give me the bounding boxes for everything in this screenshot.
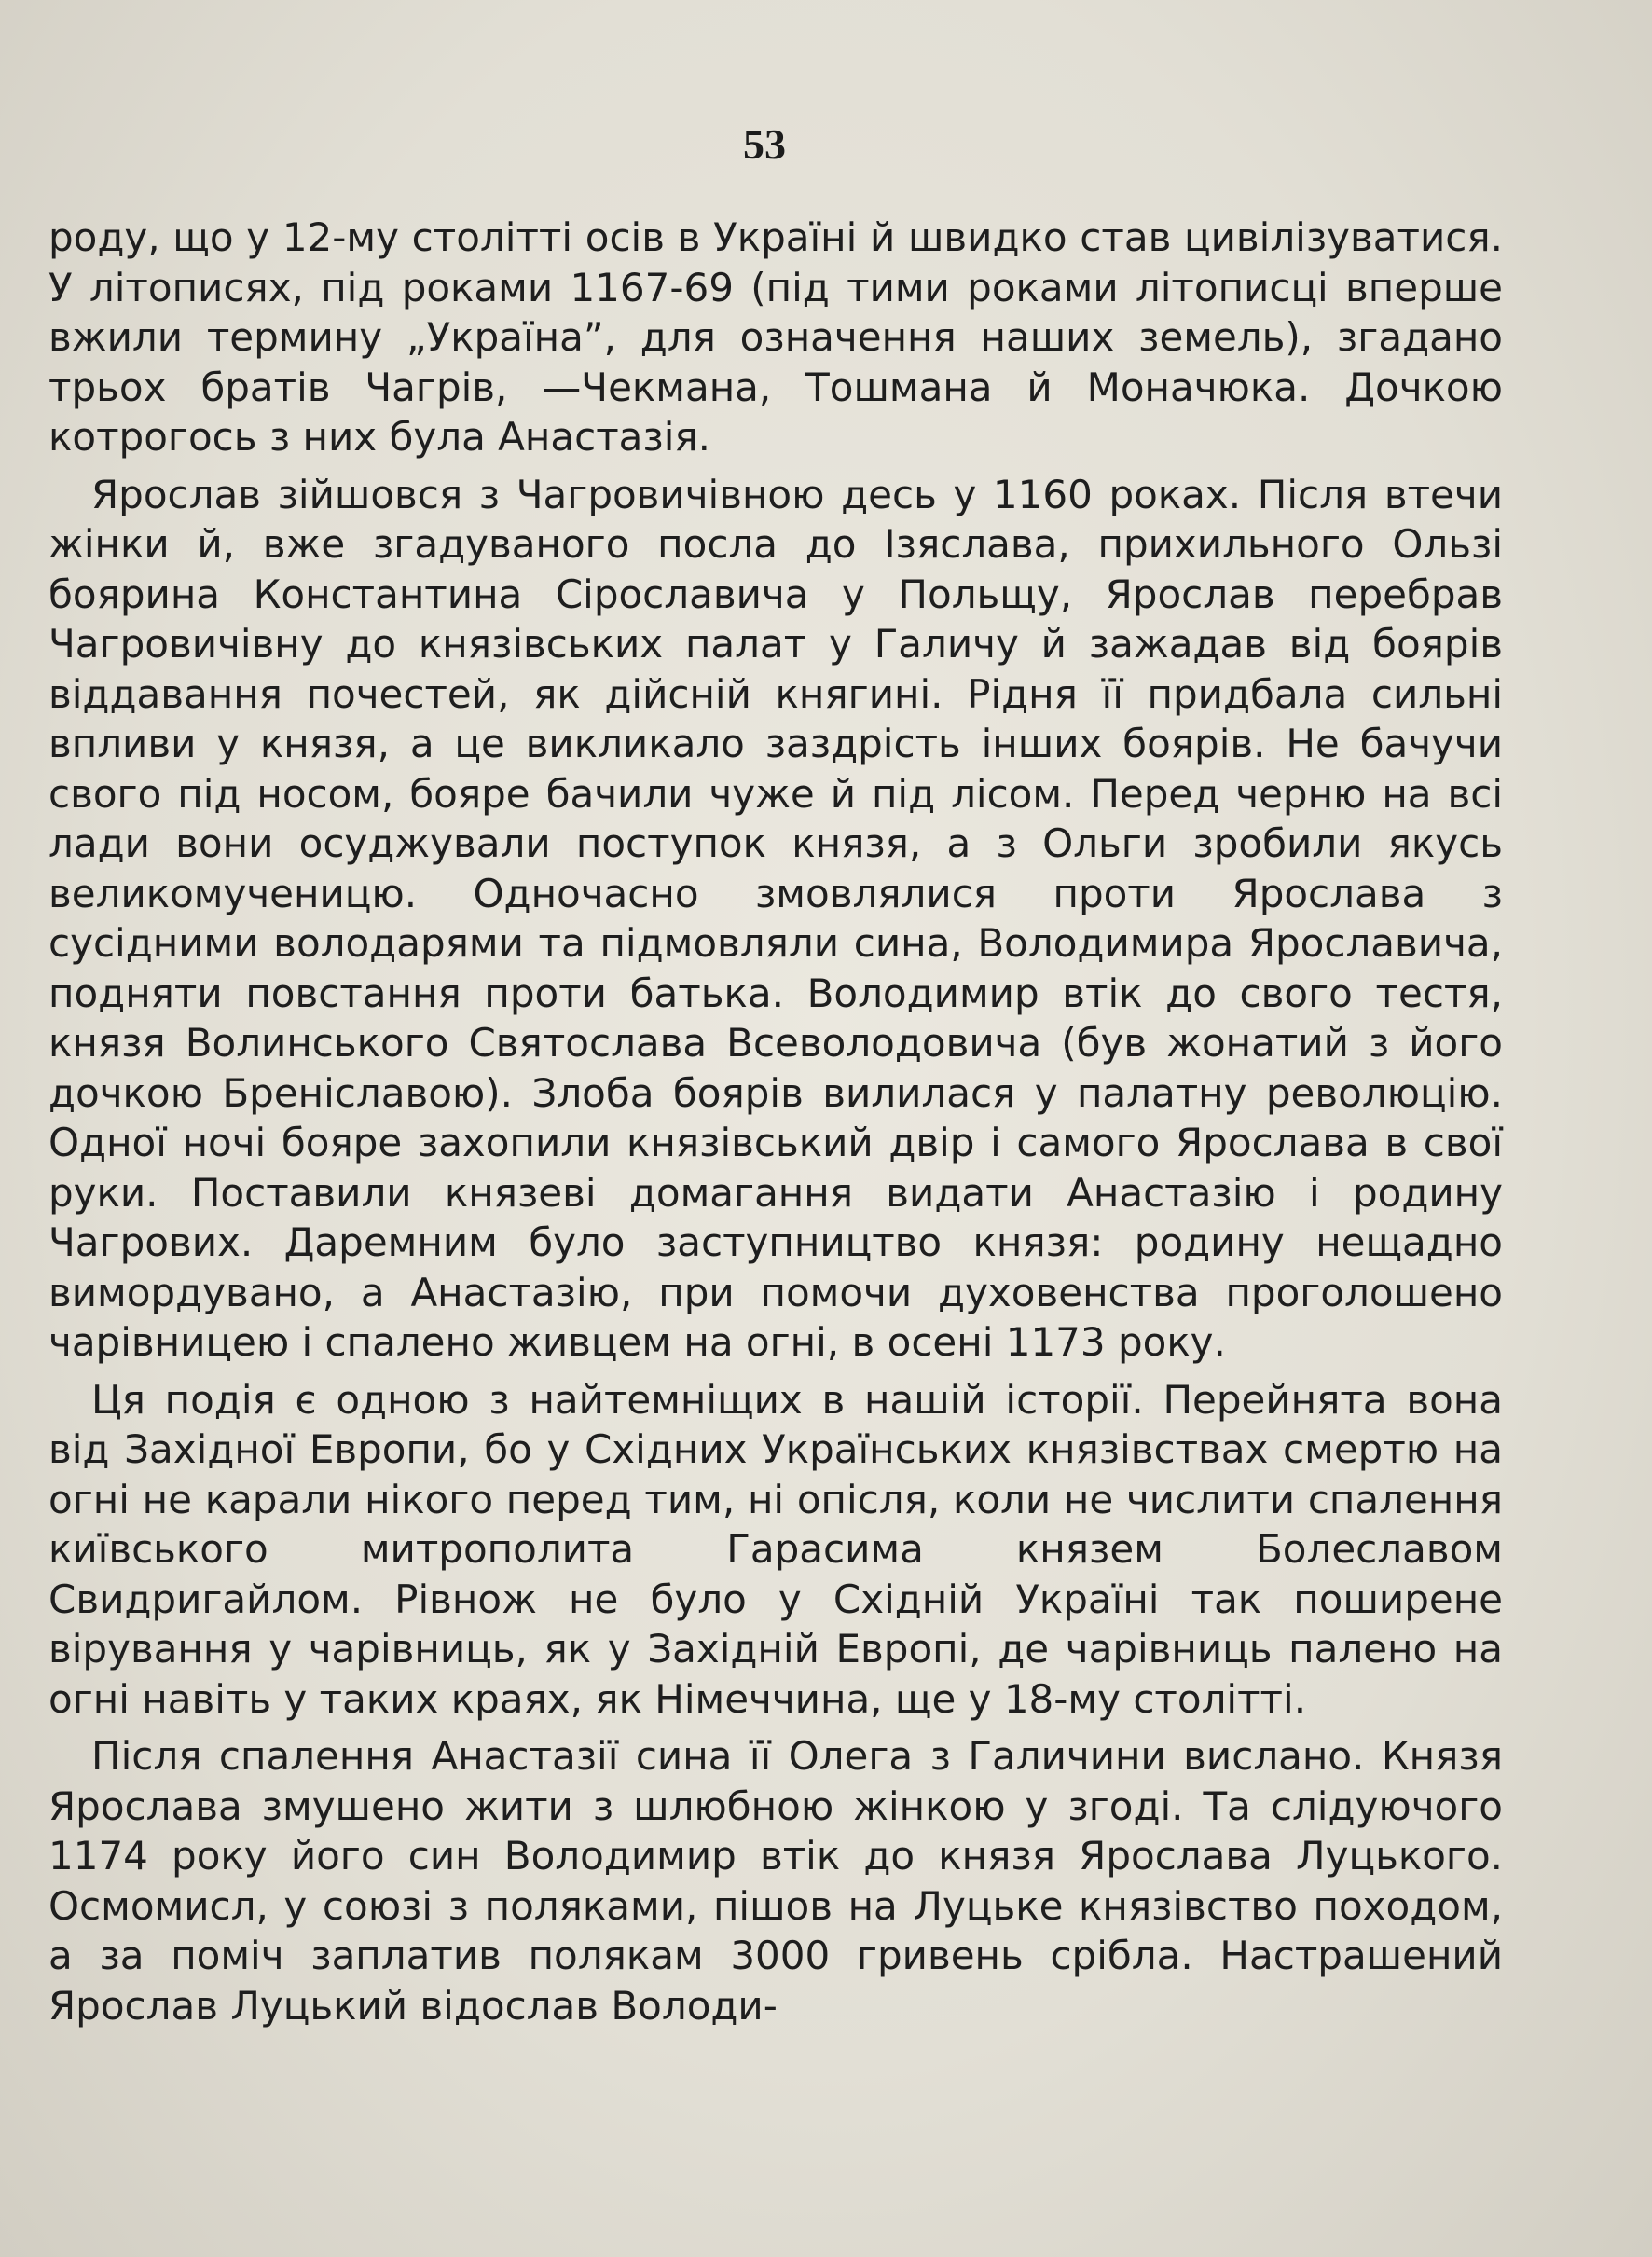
paragraph-4: Після спалення Анастазії сина її Олега з Галичини вислано. Князя Ярослава змушено жити з шлюбною жінкою у згоді. Та слідуючого 1174 року його син Володимир втік до князя Ярослава Луцького. Осмомисл, у союзі з поляками, пішов на Луцьке князівство походом, а за поміч заплатив полякам 3000 гривень срібла. Настрашений Ярослав Луцький відослав Володи-: [48, 1733, 1503, 2029]
paragraph-1: роду, що у 12-му столітті осів в Україні й швидко став цивілізуватися. У літописях, під роками 1167-69 (під тими роками літописці вперше вжили термину „Україна”, для означення наших земель), згадано трьох братів Чагрів, —Чекмана, Тошмана й Моначюка. Дочкою котрогось з них була Анастазія.: [48, 214, 1503, 460]
body-text: [48, 213, 1503, 2030]
paragraph-2: Ярослав зійшовся з Чагровичівною десь у 1160 роках. Після втечи жінки й, вже згадуваного посла до Ізяслава, прихильного Ользі боярина Константина Сірославича у Польщу, Ярослав перебрав Чагровичівну до князівських палат у Галичу й зажадав від боярів віддавання почестей, як дійсній княгині. Рідня її придбала сильні впливи у князя, а це викликало заздрість інших боярів. Не бачучи свого під носом, бояре бачили чуже й під лісом. Перед черню на всі лади вони осуджували поступок князя, а з Ольги зробили якусь великомученицю. Одночасно змовлялися проти Ярослава з сусідними володарями та підмовляли сина, Володимира Ярославича, подняти повстання проти батька. Володимир втік до свого тестя, князя Волинського Святослава Всеволодовича (був жонатий з його дочкою Бреніславою). Злоба боярів вилилася у палатну революцію. Одної ночі бояре захопили князівський двір і самого Ярослава в свої руки. Поставили князеві домагання видати Анастазію і родину Чагрових. Даремним було заступництво князя: родину нещадно вимордувано, а Анастазію, при помочи духовенства проголошено чарівницею і спалено живцем на огні, в осені 1173 року.: [48, 471, 1503, 1365]
paragraph-3: Ця подія є одною з найтемніщих в нашій історії. Перейнята вона від Західної Европи, бо у Східних Українських князівствах смертю на огні не карали нікого перед тим, ні опісля, коли не числити спалення київського митрополита Гарасима князем Болеславом Свидригайлом. Рівнож не було у Східній Україні так поширене вірування у чарівниць, як у Західній Европі, де чарівниць палено на огні навіть у таких краях, як Німеччина, ще у 18-му столітті.: [48, 1376, 1503, 1722]
page-number: 53: [743, 120, 786, 168]
